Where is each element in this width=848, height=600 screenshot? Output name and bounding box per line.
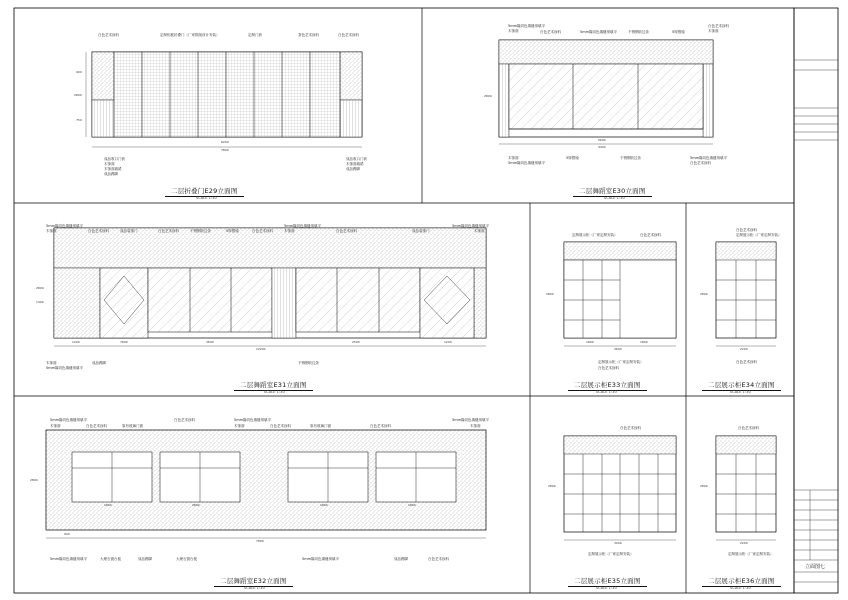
annotation: 5mm隆同色填缝剂填平 [452,418,490,422]
annotation: 成品踢脚 [138,557,152,561]
annotation: 5mm隆同色填缝剂填平 [46,224,84,228]
annotation: 不锈钢收边条 [298,361,319,365]
annotation: 定制门套 [248,33,262,37]
annotation: 5mm隆同色填缝剂填平 [508,24,546,28]
sheet-name: 立面图七 [805,564,826,570]
annotation: 白色艺术涂料 [98,33,119,37]
annotation: 定制展示柜（厂家定制安装） [572,233,618,237]
scale-e29: SCALE 1:30 [196,196,217,200]
dimension: 1400 [36,300,44,304]
dimension: 2800 [192,503,200,507]
annotation: 大理石窗台板 [176,557,197,561]
annotation: 定制铝框折叠门（厂家排版设计安装） [160,33,220,37]
elevation-e29 [86,52,362,147]
annotation: 成品收口门套 [346,157,367,161]
annotation: 成品装饰门 [412,229,430,233]
annotation: 成品收口门套 [104,157,125,161]
elevation-e32 [46,430,486,538]
dimension: 7800 [221,148,229,152]
annotation: 5mm隆同色填缝剂填平 [234,418,272,422]
annotation: 原有玻璃门窗 [122,424,143,428]
annotation: 木饰面 [104,162,115,166]
dimension: 7800 [256,539,264,543]
dimension: 2800 [74,93,82,97]
dimension: 3000 [614,541,622,545]
dimension: 1800 [640,340,648,344]
annotation: 白色艺术涂料 [270,424,291,428]
annotation: 木饰面 [50,424,61,428]
elevation-e30 [499,40,713,144]
title-e32: 二层舞蹈室E32立面图 [214,576,293,587]
title-e30: 二层舞蹈室E30立面图 [573,186,652,197]
annotation: 木饰面 [508,156,519,160]
title-e34: 二层展示柜E34立面图 [702,380,781,391]
elevation-e34 [716,242,776,346]
annotation: 白色艺术涂料 [88,229,109,233]
annotation: 木饰面墙裙 [104,167,122,171]
annotation: 5mm隆同色填缝剂填平 [580,30,618,34]
annotation: 白色艺术涂料 [338,33,359,37]
dimension: 1800 [408,503,416,507]
title-e35: 二层展示柜E35立面图 [568,576,647,587]
elevation-e35 [564,436,676,540]
annotation: 白色艺术涂料 [620,426,641,430]
annotation: 木饰面 [234,424,245,428]
annotation: 5厚银镜 [226,229,239,233]
annotation: 5mm隆同色填缝剂填平 [46,366,84,370]
annotation: 白色艺术涂料 [708,24,729,28]
elevation-e31 [54,228,486,346]
annotation: 白色艺术涂料 [336,229,357,233]
dimension: 2800 [484,94,492,98]
annotation: 白色艺术涂料 [540,30,561,34]
dimension: 2800 [30,478,38,482]
scale-e35: SCALE 1:30 [596,586,617,590]
annotation: 5mm隆同色填缝剂填平 [452,224,490,228]
annotation: 白色艺术涂料 [736,228,757,232]
annotation: 成品踢脚 [394,557,408,561]
title-e29: 二层折叠门E29立面图 [165,186,244,197]
annotation: 白色艺术涂料 [736,360,757,364]
dimension: 6200 [221,140,229,144]
dimension: 2800 [548,484,556,488]
dimension: 2200 [740,541,748,545]
title-block [794,60,838,582]
scale-e33: SCALE 1:30 [596,390,617,394]
annotation: 木饰面 [508,29,519,33]
title-e36: 二层展示柜E36立面图 [702,576,781,587]
dimension: 7600 [120,340,128,344]
elevation-e36 [716,436,776,540]
annotation: 白色艺术涂料 [158,229,179,233]
annotation: 白色艺术涂料 [174,418,195,422]
annotation: 白色艺术涂料 [252,229,273,233]
annotation: 茶色艺术涂料 [298,33,319,37]
dimension: 4400 [598,145,606,149]
dimension: 3600 [206,340,214,344]
scale-e32: SCALE 1:30 [244,586,265,590]
dimension: 1800 [586,340,594,344]
annotation: 木饰面 [46,229,57,233]
dimension: 1800 [320,503,328,507]
dimension: 12240 [256,347,266,351]
annotation: 5mm隆同色填缝剂填平 [50,418,88,422]
annotation: 大理石窗台板 [100,557,121,561]
annotation: 木饰面墙裙 [346,162,364,166]
annotation: 成品踢脚 [104,172,118,176]
dimension: 1200 [72,340,80,344]
dimension: 5600 [598,138,606,142]
dimension: 1200 [444,340,452,344]
annotation: 木饰面 [46,361,57,365]
annotation: 不锈钢收边条 [628,30,649,34]
title-e33: 二层展示柜E33立面图 [568,380,647,391]
annotation: 成品踢脚 [346,167,360,171]
annotation: 木饰面 [474,229,485,233]
annotation: 白色艺术涂料 [640,233,661,237]
dimension: 2800 [700,484,708,488]
annotation: 白色艺术涂料 [738,426,759,430]
annotation: 定制展示柜（厂家定制安装） [588,552,634,556]
annotation: 5mm隆同色填缝剂填平 [284,224,322,228]
dimension: 900 [64,532,70,536]
annotation: 成品装饰门 [120,229,138,233]
annotation: 5mm隆同色填缝剂填平 [690,156,728,160]
annotation: 白色艺术涂料 [598,366,619,370]
annotation: 白色艺术涂料 [86,424,107,428]
annotation: 定制展示柜（厂家定制安装） [728,552,774,556]
annotation: 木饰面 [470,424,481,428]
dimension: 900 [76,70,82,74]
dimension: 2500 [352,340,360,344]
annotation: 定制展示柜（厂家定制安装） [598,360,644,364]
annotation: 白色艺术涂料 [428,557,449,561]
annotation: 5厚银镜 [672,30,685,34]
annotation: 5mm隆同色填缝剂填平 [508,161,546,165]
annotation: 木饰面 [284,229,295,233]
dimension: 2200 [740,347,748,351]
dimension: 3600 [614,347,622,351]
dimension: 1800 [104,503,112,507]
annotation: 木饰面 [708,29,719,33]
annotation: 5厚银镜 [566,156,579,160]
annotation: 5mm隆同色填缝剂填平 [50,557,88,561]
annotation: 不锈钢收边条 [190,229,211,233]
elevation-e33 [564,242,676,346]
annotation: 白色艺术涂料 [370,424,391,428]
scale-e34: SCALE 1:30 [730,390,751,394]
annotation: 原有玻璃门窗 [310,424,331,428]
scale-e36: SCALE 1:30 [730,586,751,590]
scale-e31: SCALE 1:30 [264,390,285,394]
annotation: 5mm隆同色填缝剂填平 [302,557,340,561]
annotation: 不锈钢收边条 [620,156,641,160]
dimension: 2800 [546,292,554,296]
title-e31: 二层舞蹈室E31立面图 [234,380,313,391]
scale-e30: SCALE 1:30 [604,196,625,200]
annotation: 成品踢脚 [92,361,106,365]
dimension: 750 [76,118,82,122]
annotation: 定制展示柜（厂家定制安装） [736,233,782,237]
dimension: 2800 [36,286,44,290]
dimension: 2800 [700,292,708,296]
annotation: 白色艺术涂料 [690,161,711,165]
